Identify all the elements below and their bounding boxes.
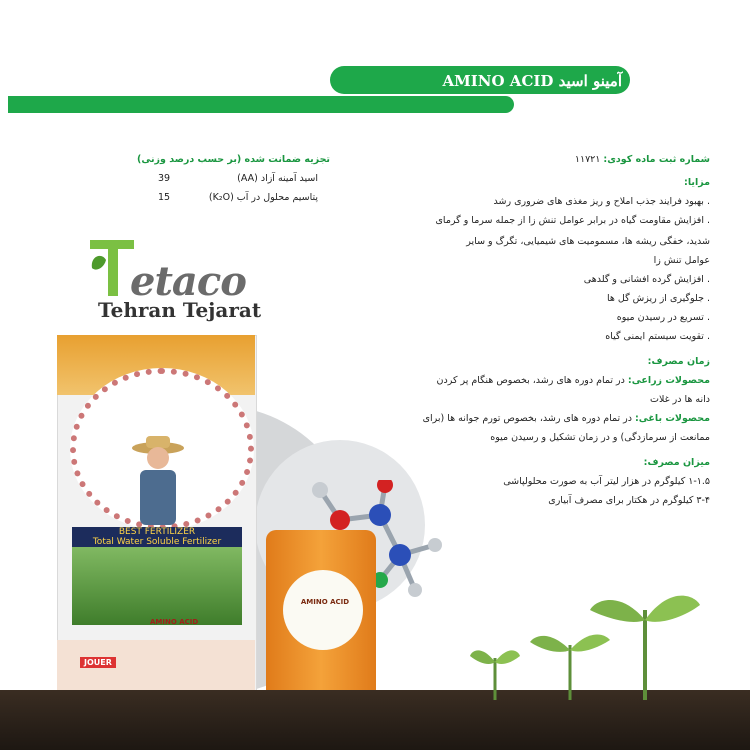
benefit-line: عوامل تنش زا xyxy=(653,255,710,266)
benefit-line: . جلوگیری از ریزش گل ها xyxy=(606,293,710,304)
orchard-text-2: ممانعت از سرمازدگی) و در زمان تشکیل و رسیدن میوه xyxy=(490,432,710,443)
header-bar xyxy=(8,96,514,113)
sprout-icon xyxy=(470,640,520,700)
benefit-line: . تقویت سیستم ایمنی گیاه xyxy=(605,331,710,342)
sprout-icon xyxy=(530,620,610,700)
farmer-illustration xyxy=(118,430,198,530)
bag-brand-label: JOUER xyxy=(80,657,116,668)
dosage-line: ۱-۱.۵ کیلوگرم در هزار لیتر آب به صورت محلولپاشی xyxy=(503,476,710,487)
analysis-value: 39 xyxy=(158,173,171,184)
can-product-label: AMINO ACID xyxy=(300,598,350,606)
usage-time-title: زمان مصرف: xyxy=(647,356,710,367)
page-title: آمینو اسید AMINO ACID xyxy=(442,72,622,90)
analysis-row xyxy=(158,169,318,188)
agri-text: در تمام دوره های رشد، بخصوص هنگام پر کردن xyxy=(436,375,625,386)
bag-band xyxy=(72,527,242,547)
registration-label: شماره ثبت ماده کودی: xyxy=(603,154,710,165)
bag-product-label: AMINO ACID xyxy=(150,618,199,626)
analysis-row xyxy=(158,188,318,207)
analysis-label: اسید آمینه آزاد (AA) xyxy=(237,173,318,184)
bag-band-line-1: BEST FERTILIZER xyxy=(118,527,196,537)
analysis-value: 15 xyxy=(158,192,171,203)
benefit-line: . افزایش گرده افشانی و گلدهی xyxy=(583,274,710,285)
benefits-title: مزایا: xyxy=(684,177,710,188)
analysis-title: تجزیه ضمانت شده (بر حسب درصد وزنی) xyxy=(137,154,330,165)
analysis-label: پتاسیم محلول در آب (K₂O) xyxy=(208,192,318,203)
benefit-line: شدید، خفگی ریشه ها، مسمومیت های شیمیایی، تگرگ و سایر xyxy=(466,236,710,247)
benefit-line: . تسریع در رسیدن میوه xyxy=(616,312,710,323)
guaranteed-analysis xyxy=(80,150,330,207)
bag-band-line-2: Total Water Soluble Fertilizer xyxy=(92,537,222,547)
dosage-line: ۳-۴ کیلوگرم در هکتار برای مصرف آبیاری xyxy=(548,495,710,506)
registration-value: ۱۱۷۲۱ xyxy=(574,154,601,165)
brand-subtitle: Tehran Tejarat xyxy=(98,298,262,322)
brand-wordmark: etaco xyxy=(130,258,246,305)
orchard-text: در تمام دوره های رشد، بخصوص تورم جوانه ها (برای xyxy=(422,413,632,424)
orchard-label: محصولات باغی: xyxy=(634,413,710,424)
agri-label: محصولات زراعی: xyxy=(627,375,710,386)
benefit-line: . بهبود فرایند جذب املاح و ریز مغذی های ضروری رشد xyxy=(493,196,710,207)
benefit-line: . افزایش مقاومت گیاه در برابر عوامل تنش زا از جمله سرما و گرمای xyxy=(435,215,710,226)
dosage-title: میزان مصرف: xyxy=(643,457,710,468)
can-label-badge xyxy=(283,570,363,650)
agri-text-2: دانه ها در غلات xyxy=(650,394,710,405)
